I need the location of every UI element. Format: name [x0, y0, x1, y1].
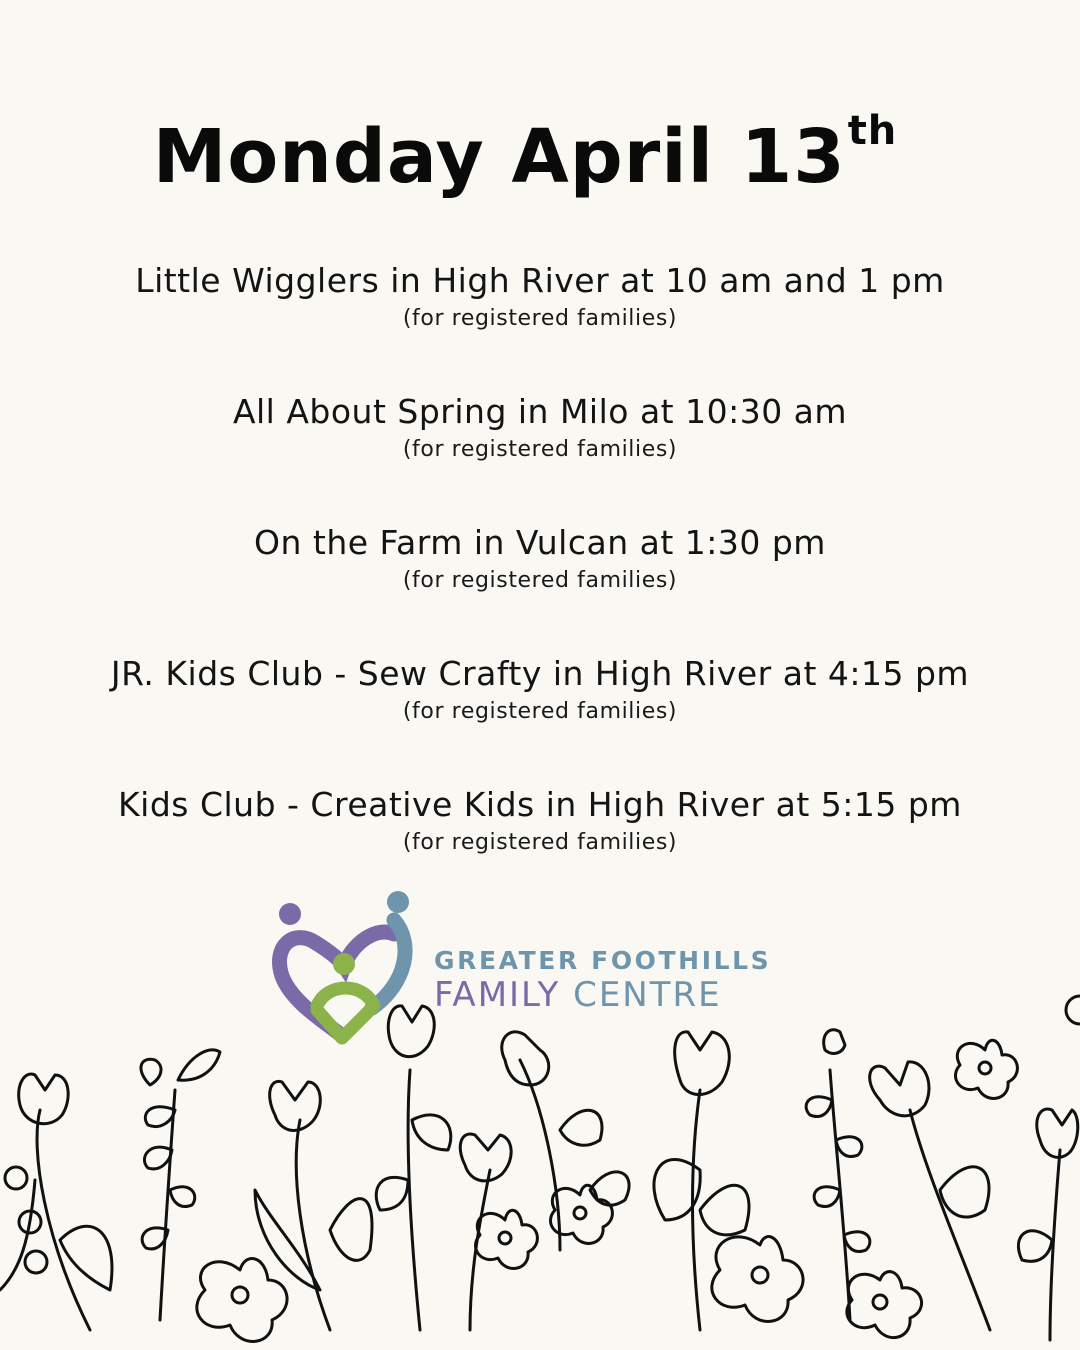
event-item: [0, 389, 1080, 520]
event-name: Little Wigglers in High River at 10 am and 1 pm: [135, 261, 945, 300]
event-name: Kids Club - Creative Kids in High River at 5:15 pm: [118, 785, 962, 824]
event-name: JR. Kids Club - Sew Crafty in High River at 4:15 pm: [110, 654, 970, 693]
page-title: [0, 108, 1050, 200]
event-note: (for registered families): [402, 699, 678, 724]
line-art-flower-border-icon: [0, 990, 1080, 1350]
event-note: (for registered families): [402, 568, 678, 593]
event-item: [0, 651, 1080, 782]
title-text: Monday April 13: [152, 114, 846, 200]
event-name: On the Farm in Vulcan at 1:30 pm: [254, 523, 826, 562]
event-note: (for registered families): [402, 306, 678, 331]
event-note: (for registered families): [402, 437, 678, 462]
event-name: All About Spring in Milo at 10:30 am: [232, 392, 848, 431]
event-item: [0, 258, 1080, 389]
logo-word-family: FAMILY: [434, 975, 561, 1015]
event-note: (for registered families): [402, 830, 678, 855]
event-item: [0, 520, 1080, 651]
logo-line-1: GREATER FOOTHILLS: [434, 946, 772, 975]
logo-word-centre: CENTRE: [573, 975, 722, 1015]
title-suffix: th: [847, 108, 898, 154]
event-list: [0, 258, 1080, 913]
